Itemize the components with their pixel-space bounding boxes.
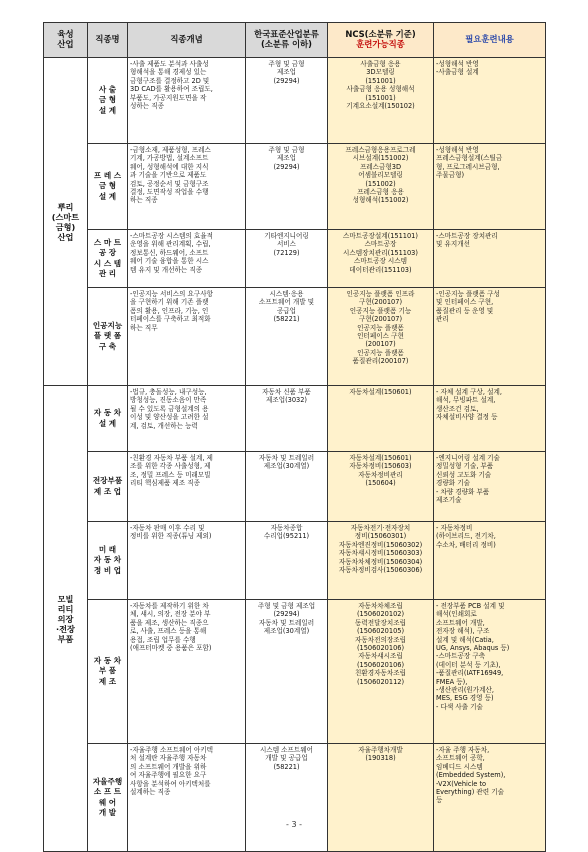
concept-cell-line: 로, 사출, 프레스 등을 통해 (130, 627, 207, 636)
concept-cell-line: -스마트공장 시스템의 효율적 (130, 232, 214, 240)
concept-cell-line: 하는 직무 (130, 323, 158, 332)
ksic-cell-line: 주형 및 금형 제조업 (257, 602, 316, 610)
ksic-cell-line: 제조업(30계열) (263, 627, 310, 636)
need-cell (434, 452, 546, 522)
ncs-cell-line: 성형해석(151002) (352, 196, 409, 205)
need-cell (434, 288, 546, 386)
job-name-cell (88, 386, 128, 452)
industry-cell-line: 리티 (57, 603, 74, 614)
ksic-cell (246, 230, 328, 288)
need-cell (434, 600, 546, 744)
ksic-cell (246, 452, 328, 522)
job-name-cell-line: 개 발 (98, 808, 117, 817)
ncs-cell-line: 자동차섀시정비(15060303) (338, 549, 423, 558)
ksic-cell-line: 소프트웨어 개발 및 (258, 298, 315, 307)
need-cell (434, 522, 546, 600)
job-name-cell-line: 제 조 업 (93, 486, 122, 496)
need-cell-line: -품질관리(IATF16949, (436, 669, 504, 678)
ncs-cell-line: 3D모델링 (366, 68, 395, 77)
concept-cell (128, 288, 246, 386)
job-name-cell-line: 구 축 (98, 341, 117, 351)
industry-cell-line: 산업 (57, 231, 74, 242)
job-name-cell-line: 관 리 (98, 269, 117, 278)
ncs-cell-line: (151001) (365, 93, 396, 102)
job-name-cell (88, 452, 128, 522)
job-name-cell-line: 자율주행 (92, 776, 123, 786)
need-cell (434, 230, 546, 288)
job-name-cell-line: 금 형 (98, 181, 117, 191)
table-row (44, 230, 546, 288)
concept-cell-line: 운영을 위해 관리계획, 수립, (130, 240, 211, 249)
ncs-cell-line: (1506020106) (356, 644, 405, 653)
need-cell-line: (Embedded System), (436, 771, 506, 780)
industry-cell-line: (스마트 (51, 211, 80, 222)
ncs-cell-line: 자동차설계(150601) (349, 388, 412, 396)
ncs-cell-line: (151001) (365, 76, 396, 85)
industry-cell-line: 모빌 (57, 593, 74, 604)
job-name-cell-line: 금 형 (98, 95, 117, 105)
need-cell-line: 신뢰성 고도화 기술 (436, 470, 492, 479)
job-name-cell (88, 744, 128, 852)
need-cell-line: FMEA 등), (436, 677, 468, 686)
job-name-cell-line: 시 스 템 (93, 258, 122, 268)
concept-cell-line: 웨어, 성형해석에 대한 지식 (130, 162, 209, 171)
concept-cell-line: 용접, 조립 업무를 수행 (130, 635, 196, 644)
need-cell-line: -자율 주행 자동차, (436, 746, 490, 754)
table-row (44, 600, 546, 744)
ncs-cell-line: (1506020105) (356, 627, 405, 636)
table-row (44, 452, 546, 522)
ncs-cell-line: 자동차차체정비(15060304) (338, 557, 423, 566)
concept-cell-line: 터페이스를 구축하고 최적화 (130, 315, 211, 324)
need-cell-line: - 자체 설계 구상, 설계, (436, 388, 502, 396)
ncs-cell-line: 자율주행차개발 (358, 746, 403, 754)
need-cell (434, 744, 546, 852)
concept-cell-line: 정비를 위한 직종(튜닝 제외) (130, 532, 212, 541)
ncs-cell-line: 기계요소설계(150102) (346, 102, 415, 111)
concept-cell-line: 조, 정밀 프레스 등 미래모빌 (130, 470, 211, 479)
concept-cell (128, 744, 246, 852)
job-name-cell-line: 공 장 (98, 248, 117, 257)
job-name-cell-line: 미 래 (98, 544, 117, 554)
page-number: - 3 - (286, 820, 302, 829)
job-name-cell-line: 설 계 (98, 418, 117, 428)
need-cell-line: Everything) 관련 기술 (436, 788, 504, 797)
ncs-cell-line: 자동차엔진정비(15060302) (338, 540, 423, 549)
job-name-cell-line: 자 동 차 (93, 655, 122, 665)
job-name-cell-line: 자 동 차 (93, 408, 122, 417)
table-header-row (44, 23, 546, 58)
industry-cell-line: ·전장 (56, 623, 75, 634)
table-row (44, 744, 546, 852)
ksic-cell (246, 600, 328, 744)
job-name-cell (88, 288, 128, 386)
need-cell-line: -엔지니어링 설계 기술 (436, 454, 500, 462)
ksic-cell-line: 제조업 (276, 68, 297, 77)
need-cell-line: -성형해석 반영 (436, 146, 479, 154)
ksic-cell-line: (58221) (273, 762, 300, 771)
table-row (44, 522, 546, 600)
industry-cell-line: 금형) (55, 221, 76, 232)
concept-cell-line: -자율주행 소프트웨어 아키텍 (130, 746, 214, 754)
need-cell-line: 형, 프로그레시브금형, (436, 162, 500, 171)
concept-cell (128, 144, 246, 230)
job-name-cell-line: 웨 어 (98, 797, 117, 807)
need-cell-line: -성형해석 반영 (436, 60, 479, 68)
job-name-cell-line: 스 마 트 (93, 237, 122, 247)
concept-cell-line: (애프터마켓 중 용품은 포함) (130, 644, 212, 653)
ksic-cell-line: 수리업(95211) (263, 532, 310, 541)
need-cell-line: -사출금형 설계 (436, 68, 479, 77)
ncs-cell-line: 인공지능 플랫폼 기능 (349, 306, 412, 315)
concept-cell-line: 하는 직종 (130, 196, 158, 205)
industry-cell-line: 부품 (57, 633, 74, 644)
header-industry: 육성 산업 (44, 23, 88, 58)
concept-cell (128, 522, 246, 600)
concept-cell-line: 성하는 직종 (130, 102, 164, 111)
concept-cell-line: -자동차를 제작하기 위한 차 (130, 602, 209, 610)
ksic-cell-line: 자동차종합 (270, 524, 303, 532)
header-ksic: 한국표준산업분류 (소분류 이하) (246, 23, 328, 58)
concept-cell-line: 설계하는 직종 (130, 788, 171, 797)
job-name-cell-line: 제 조 (98, 676, 117, 686)
ncs-cell (328, 744, 434, 852)
need-cell-line: 및 인터페이스 구현, (436, 298, 494, 307)
concept-cell-line: 템 유지 및 개선하는 직종 (130, 265, 203, 274)
concept-cell (128, 230, 246, 288)
concept-cell-line: -금형소재, 제품성형, 프레스 (130, 146, 211, 154)
concept-cell (128, 386, 246, 452)
concept-cell-line: 웨어 기술 융합을 통한 시스 (130, 257, 209, 266)
need-cell-line: 제조기술 (436, 496, 462, 505)
need-cell-line: 및 유지개선 (436, 240, 470, 249)
ncs-cell (328, 522, 434, 600)
need-cell-line: -생산관리(원가계산, (436, 686, 495, 695)
ncs-cell-line: 시브설계(151002) (352, 154, 409, 163)
concept-cell-line: 을 구현하기 위해 기존 플랫 (130, 298, 209, 307)
ksic-cell-line: (29294) (273, 162, 300, 171)
concept-cell (128, 452, 246, 522)
ncs-cell-line: 시스템장치관리(151103) (343, 248, 418, 257)
job-name-cell-line: 전장부품 (92, 476, 123, 485)
need-cell-line: - 전장부품 PCB 설계 및 (436, 602, 505, 610)
concept-cell-line: 될 수 있도록 금형설계의 용 (130, 404, 209, 413)
concept-cell-line: -친환경 자동차 부품 설계, 제 (130, 454, 213, 462)
ksic-cell-line: 자동차 및 트레일러 (258, 618, 315, 627)
table-row (44, 386, 546, 452)
job-name-cell (88, 58, 128, 144)
ncs-cell-line: 친환경자동차조립 (355, 669, 406, 678)
ncs-cell-line: 데이터관리(151103) (349, 265, 412, 274)
need-cell-line: 자체설비사양 결정 등 (436, 413, 498, 422)
concept-cell (128, 58, 246, 144)
ksic-cell-line: 제조업(3032) (265, 396, 308, 405)
job-name-cell-line: 설 계 (98, 105, 117, 115)
need-cell-line: 설계 및 해석(Catia, (436, 635, 494, 644)
concept-cell-line: 사항을 분석하여 아키텍처를 (130, 779, 211, 788)
need-cell-line: 프레스금형설계(스틸금 (436, 154, 503, 163)
industry-cell-line: 뿌리 (57, 201, 74, 212)
ncs-cell-line: 품질관리(200107) (352, 357, 409, 366)
concept-cell-line: 계, 검토, 개선하는 능력 (130, 421, 198, 430)
ksic-cell-line: 개발 및 공급업 (265, 754, 308, 763)
ncs-cell-line: (1506020106) (356, 660, 405, 669)
ncs-cell-line: 사출금형 응용 성형해석 (346, 85, 415, 94)
job-name-cell (88, 230, 128, 288)
ncs-cell-line: 어셈블리모델링 (358, 171, 403, 180)
ksic-cell-line: (58221) (273, 315, 300, 324)
concept-cell-line: 이성 및 양산성을 고려한 설 (130, 413, 209, 422)
ncs-cell (328, 58, 434, 144)
header-concept: 직종개념 (128, 23, 246, 58)
ncs-cell (328, 600, 434, 744)
ncs-cell-line: 자동차섀시조립 (358, 652, 403, 661)
need-cell-line: -스마트공장 구축 (436, 652, 486, 661)
ksic-cell (246, 144, 328, 230)
ksic-cell (246, 744, 328, 852)
ncs-cell-line: (200107) (365, 340, 396, 349)
concept-cell-line: 검토, 공정순서 및 금형구조 (130, 179, 209, 188)
need-cell-line: MES, ESG 경영 등) (436, 694, 494, 703)
job-name-cell-line: 플 랫 폼 (93, 331, 122, 341)
industry-cell (44, 58, 88, 386)
ncs-cell-line: 자동차정비관리 (358, 470, 403, 479)
concept-cell-line: 폼의 활용, 인프라, 기능, 인 (130, 306, 209, 315)
industry-cell-line: 의장 (57, 613, 74, 624)
concept-cell-line: 기계, 가공방법, 설계소프트 (130, 154, 209, 163)
ksic-cell-line: 시스템·응용 (269, 290, 304, 298)
ncs-cell-line: (1506020102) (356, 610, 405, 619)
ksic-cell (246, 58, 328, 144)
training-table (43, 22, 546, 852)
need-cell-line: 품질관리 등 운영 및 (436, 306, 494, 315)
ncs-cell-line: 스마트공장설계(151101) (343, 232, 418, 240)
need-cell-line: 관리 (436, 315, 449, 324)
ncs-cell-line: 자동차차체조립 (358, 602, 403, 610)
ncs-cell-line: 인공지능 플랫폼 인프라 (346, 290, 415, 298)
ksic-cell-line: 공급업 (276, 306, 297, 315)
industry-cell (44, 386, 88, 852)
table-row (44, 144, 546, 230)
ncs-cell-line: 사출금형 응용 (360, 60, 401, 68)
concept-cell-line: 형해석을 통해 경제성 있는 (130, 68, 207, 77)
ncs-cell-line: 인터페이스 구현 (357, 332, 404, 341)
ncs-cell-line: 스마트공장 시스템 (353, 257, 408, 266)
concept-cell-line: 품을 제조, 생산하는 직종으 (130, 618, 209, 627)
ncs-cell (328, 452, 434, 522)
ncs-cell-line: 자동차설계(150601) (349, 454, 412, 462)
ksic-cell-line: (29294) (273, 76, 300, 85)
need-cell-line: -인공지능 플랫폼 구성 (436, 290, 500, 298)
ncs-cell-line: 프레스금형 응용 (357, 188, 404, 197)
concept-cell-line: 정보통신, 하드웨어, 소프트 (130, 248, 209, 257)
job-name-cell (88, 144, 128, 230)
need-cell (434, 144, 546, 230)
ksic-cell-line: 시스템 소프트웨어 (259, 746, 314, 754)
concept-cell-line: 체, 섀시, 의장, 전장 분야 부 (130, 610, 211, 619)
need-cell-line: 해석, 무빙파트 설계, (436, 396, 496, 405)
need-cell-line: (하이브리드, 전기차, (436, 532, 496, 541)
need-cell-line: 해석(인쇄회로 (436, 610, 477, 619)
ksic-cell-line: 제조업(30계열) (263, 462, 310, 471)
concept-cell-line: -법규, 충돌성능, 내구성능, (130, 388, 207, 396)
ncs-cell-line: 구현(200107) (358, 298, 403, 307)
job-name-cell-line: 설 계 (98, 191, 117, 201)
ncs-cell (328, 144, 434, 230)
need-cell-line: 정밀성형 기술, 부품 (436, 462, 494, 471)
need-cell-line: UG, Ansys, Abaqus 등) (436, 644, 510, 653)
concept-cell-line: 방청성능, 진동소음이 만족 (130, 396, 207, 405)
ksic-cell-line: 주형 및 금형 (268, 60, 305, 68)
job-name-cell (88, 522, 128, 600)
job-name-cell-line: 소 프 트 (93, 787, 122, 796)
need-cell-line: (데이터 분석 등 기초), (436, 660, 501, 669)
ksic-cell-line: 주형 및 금형 (268, 146, 305, 154)
concept-cell-line: 부품도, 가공지원도면을 작 (130, 93, 207, 102)
need-cell-line: 소프트웨어 개발, (436, 618, 485, 627)
job-name-cell-line: 사 출 (98, 84, 117, 94)
ncs-cell-line: 프레스금형3D (359, 162, 402, 171)
header-ncs: NCS(소분류 기준) 훈련가능직종 (328, 23, 434, 58)
concept-cell-line: 조를 위한 각종 사출성형, 제 (130, 462, 211, 471)
ksic-cell-line: 제조업 (276, 154, 297, 163)
ksic-cell-line: 자동차 신품 부품 (262, 388, 311, 396)
job-name-cell-line: 정 비 업 (93, 565, 122, 575)
ncs-cell-line: (151002) (365, 179, 396, 188)
concept-cell-line: 처 설계란 자율주행 자동차 (130, 754, 207, 763)
ncs-cell-line: 프레스금형응용프로그레 (345, 146, 416, 154)
ksic-cell-line: 서비스 (276, 240, 297, 249)
ksic-cell-line: 자동차 및 트레일러 (258, 454, 315, 462)
job-name-cell-line: 자 동 차 (93, 555, 122, 565)
ksic-cell (246, 288, 328, 386)
need-cell-line: 수소차, 배터리 정비) (436, 540, 496, 549)
need-cell-line: 경량화 기술 (436, 479, 470, 488)
need-cell-line: -V2X(Vehicle to (436, 779, 487, 788)
ksic-cell-line: (29294) (273, 610, 300, 619)
job-name-cell-line: 프 레 스 (93, 170, 122, 180)
job-name-cell-line: 부 품 (98, 666, 117, 676)
ncs-cell (328, 230, 434, 288)
need-cell-line: 생산조건 검토, (436, 404, 479, 413)
concept-cell-line: 여 자율주행에 필요한 요구 (130, 771, 207, 780)
ncs-cell-line: (190318) (365, 754, 396, 763)
need-cell-line: 임베디드 시스템 (436, 762, 483, 771)
ncs-cell-line: (1506020112) (356, 677, 405, 686)
ncs-cell (328, 288, 434, 386)
concept-cell (128, 600, 246, 744)
need-cell-line: - 차량 경량화 부품 (436, 487, 490, 496)
ncs-cell (328, 386, 434, 452)
ncs-cell-line: 정비(15060301) (354, 532, 407, 541)
ncs-cell-line: 자동차전기·전자장치 (350, 524, 411, 532)
need-cell-line: -스마트공장 장치관리 (436, 232, 498, 240)
ksic-cell (246, 522, 328, 600)
table-row (44, 58, 546, 144)
need-cell (434, 386, 546, 452)
concept-cell-line: 리티 핵심제품 제조 직종 (130, 479, 200, 488)
ncs-cell-line: 자동차정비(150603) (349, 462, 412, 471)
ncs-cell-line: 구현(200107) (358, 315, 403, 324)
need-cell-line: 전자장 해석), 구조 (436, 627, 490, 636)
ncs-cell-line: 자동차전의장조립 (355, 635, 406, 644)
concept-cell-line: -인공지능 서비스의 요구사항 (130, 290, 214, 298)
need-cell-line: 주물금형) (436, 171, 465, 180)
job-name-cell (88, 600, 128, 744)
need-cell-line: - 자동차정비 (436, 524, 473, 532)
need-cell-line: - 다색 사출 기술 (436, 702, 483, 711)
concept-cell-line: 결정, 도면작성 작업을 수행 (130, 188, 209, 197)
header-need: 필요훈련내용 (434, 23, 546, 58)
concept-cell-line: 금형구조를 결정하고 2D 및 (130, 76, 210, 85)
need-cell (434, 58, 546, 144)
concept-cell-line: 3D CAD를 활용하여 조립도, (130, 85, 213, 94)
ksic-cell-line: 기타엔지니어링 (264, 232, 309, 240)
ncs-cell-line: 스마트공장 (364, 240, 397, 249)
ncs-cell-line: 인공지능 플랫폼 (357, 323, 404, 332)
ncs-cell-line: 인공지능 플랫폼 (357, 348, 404, 357)
need-cell-line: 소프트웨어 공학, (436, 754, 485, 763)
concept-cell-line: 과 기술을 기반으로 제품도 (130, 171, 207, 180)
ncs-cell-line: 동력전달장치조립 (355, 618, 406, 627)
ksic-cell-line: (72129) (273, 248, 300, 257)
concept-cell-line: -자동차 판매 이후 수리 및 (130, 524, 205, 532)
need-cell-line: 등 (436, 796, 443, 805)
table-row (44, 288, 546, 386)
job-name-cell-line: 인공지능 (92, 320, 123, 330)
concept-cell-line: -사출 제품도 분석과 사출성 (130, 60, 209, 68)
ksic-cell (246, 386, 328, 452)
ncs-cell-line: (150604) (365, 479, 396, 488)
ncs-cell-line: 자동차정비검사(15060306) (338, 566, 423, 575)
concept-cell-line: 의 소프트웨어 개발을 위하 (130, 762, 207, 771)
header-job-name: 직종명 (88, 23, 128, 58)
